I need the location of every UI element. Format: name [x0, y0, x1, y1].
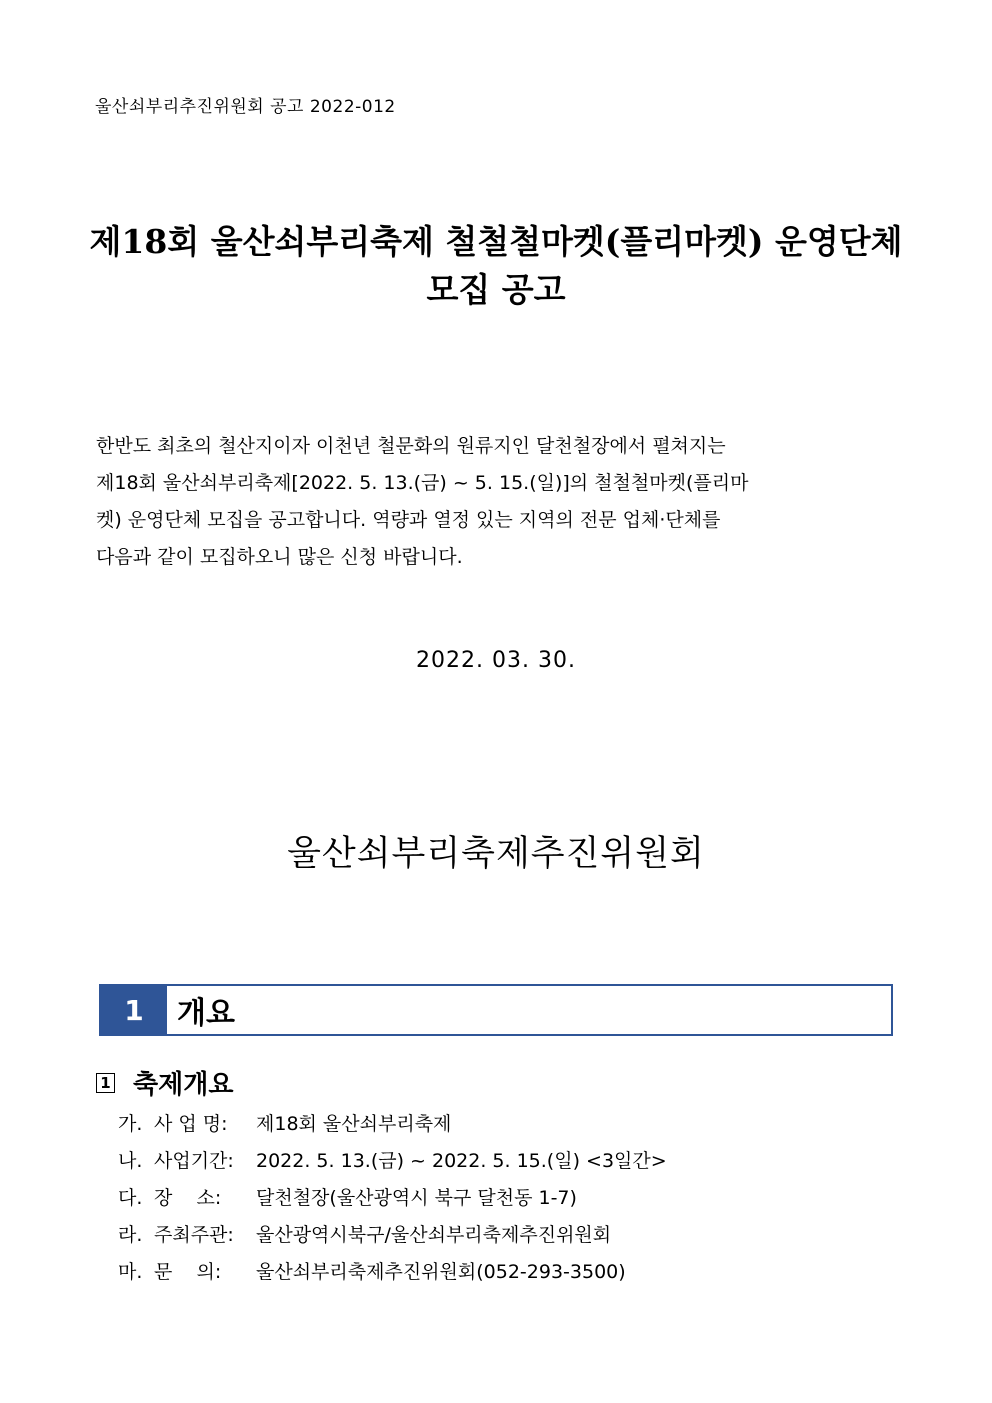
announcement-date: 2022. 03. 30.	[416, 648, 576, 673]
notice-number: 울산쇠부리추진위원회 공고 2022-012	[95, 97, 396, 117]
item-label: 사 업 명:	[154, 1113, 228, 1135]
item-mark: 마.	[118, 1261, 143, 1283]
item-mark: 라.	[118, 1224, 143, 1246]
item-value: 2022. 5. 13.(금) ~ 2022. 5. 15.(일) <3일간>	[256, 1150, 667, 1172]
list-item	[118, 1143, 667, 1180]
intro-line: 제18회 울산쇠부리축제[2022. 5. 13.(금) ~ 5. 15.(일)]의 철철철마켓(플리마	[96, 472, 749, 494]
item-mark: 가.	[118, 1113, 143, 1135]
list-item	[118, 1106, 667, 1143]
organization-name: 울산쇠부리축제추진위원회	[287, 834, 705, 874]
item-label: 장 소:	[154, 1187, 222, 1209]
item-mark: 다.	[118, 1187, 143, 1209]
list-item	[118, 1180, 667, 1217]
item-value: 울산쇠부리축제추진위원회(052-293-3500)	[256, 1261, 626, 1283]
page-title-line-1: 제18회 울산쇠부리축제 철철철마켓(플리마켓) 운영단체	[89, 222, 903, 261]
section-header	[99, 984, 893, 1036]
list-item	[118, 1217, 667, 1254]
page-title-line-2: 모집 공고	[426, 270, 566, 309]
intro-line: 켓) 운영단체 모집을 공고합니다. 역량과 열정 있는 지역의 전문 업체·단체를	[96, 509, 721, 531]
overview-list	[118, 1106, 667, 1291]
subsection-number-box: 1	[96, 1073, 115, 1093]
item-label: 사업기간:	[154, 1150, 234, 1172]
section-title: 개요	[177, 996, 235, 1031]
list-item	[118, 1254, 667, 1291]
item-label: 주최주관:	[154, 1224, 234, 1246]
item-value: 제18회 울산쇠부리축제	[256, 1113, 452, 1135]
item-label: 문 의:	[154, 1261, 222, 1283]
section-number: 1	[101, 986, 167, 1034]
item-mark: 나.	[118, 1150, 143, 1172]
subsection-heading	[96, 1064, 233, 1101]
intro-line: 한반도 최초의 철산지이자 이천년 철문화의 원류지인 달천철장에서 펼쳐지는	[96, 435, 726, 457]
intro-line: 다음과 같이 모집하오니 많은 신청 바랍니다.	[96, 546, 463, 568]
subsection-title: 축제개요	[133, 1070, 234, 1100]
intro-paragraph	[96, 428, 896, 576]
item-value: 달천철장(울산광역시 북구 달천동 1-7)	[256, 1187, 577, 1209]
item-value: 울산광역시북구/울산쇠부리축제추진위원회	[256, 1224, 612, 1246]
